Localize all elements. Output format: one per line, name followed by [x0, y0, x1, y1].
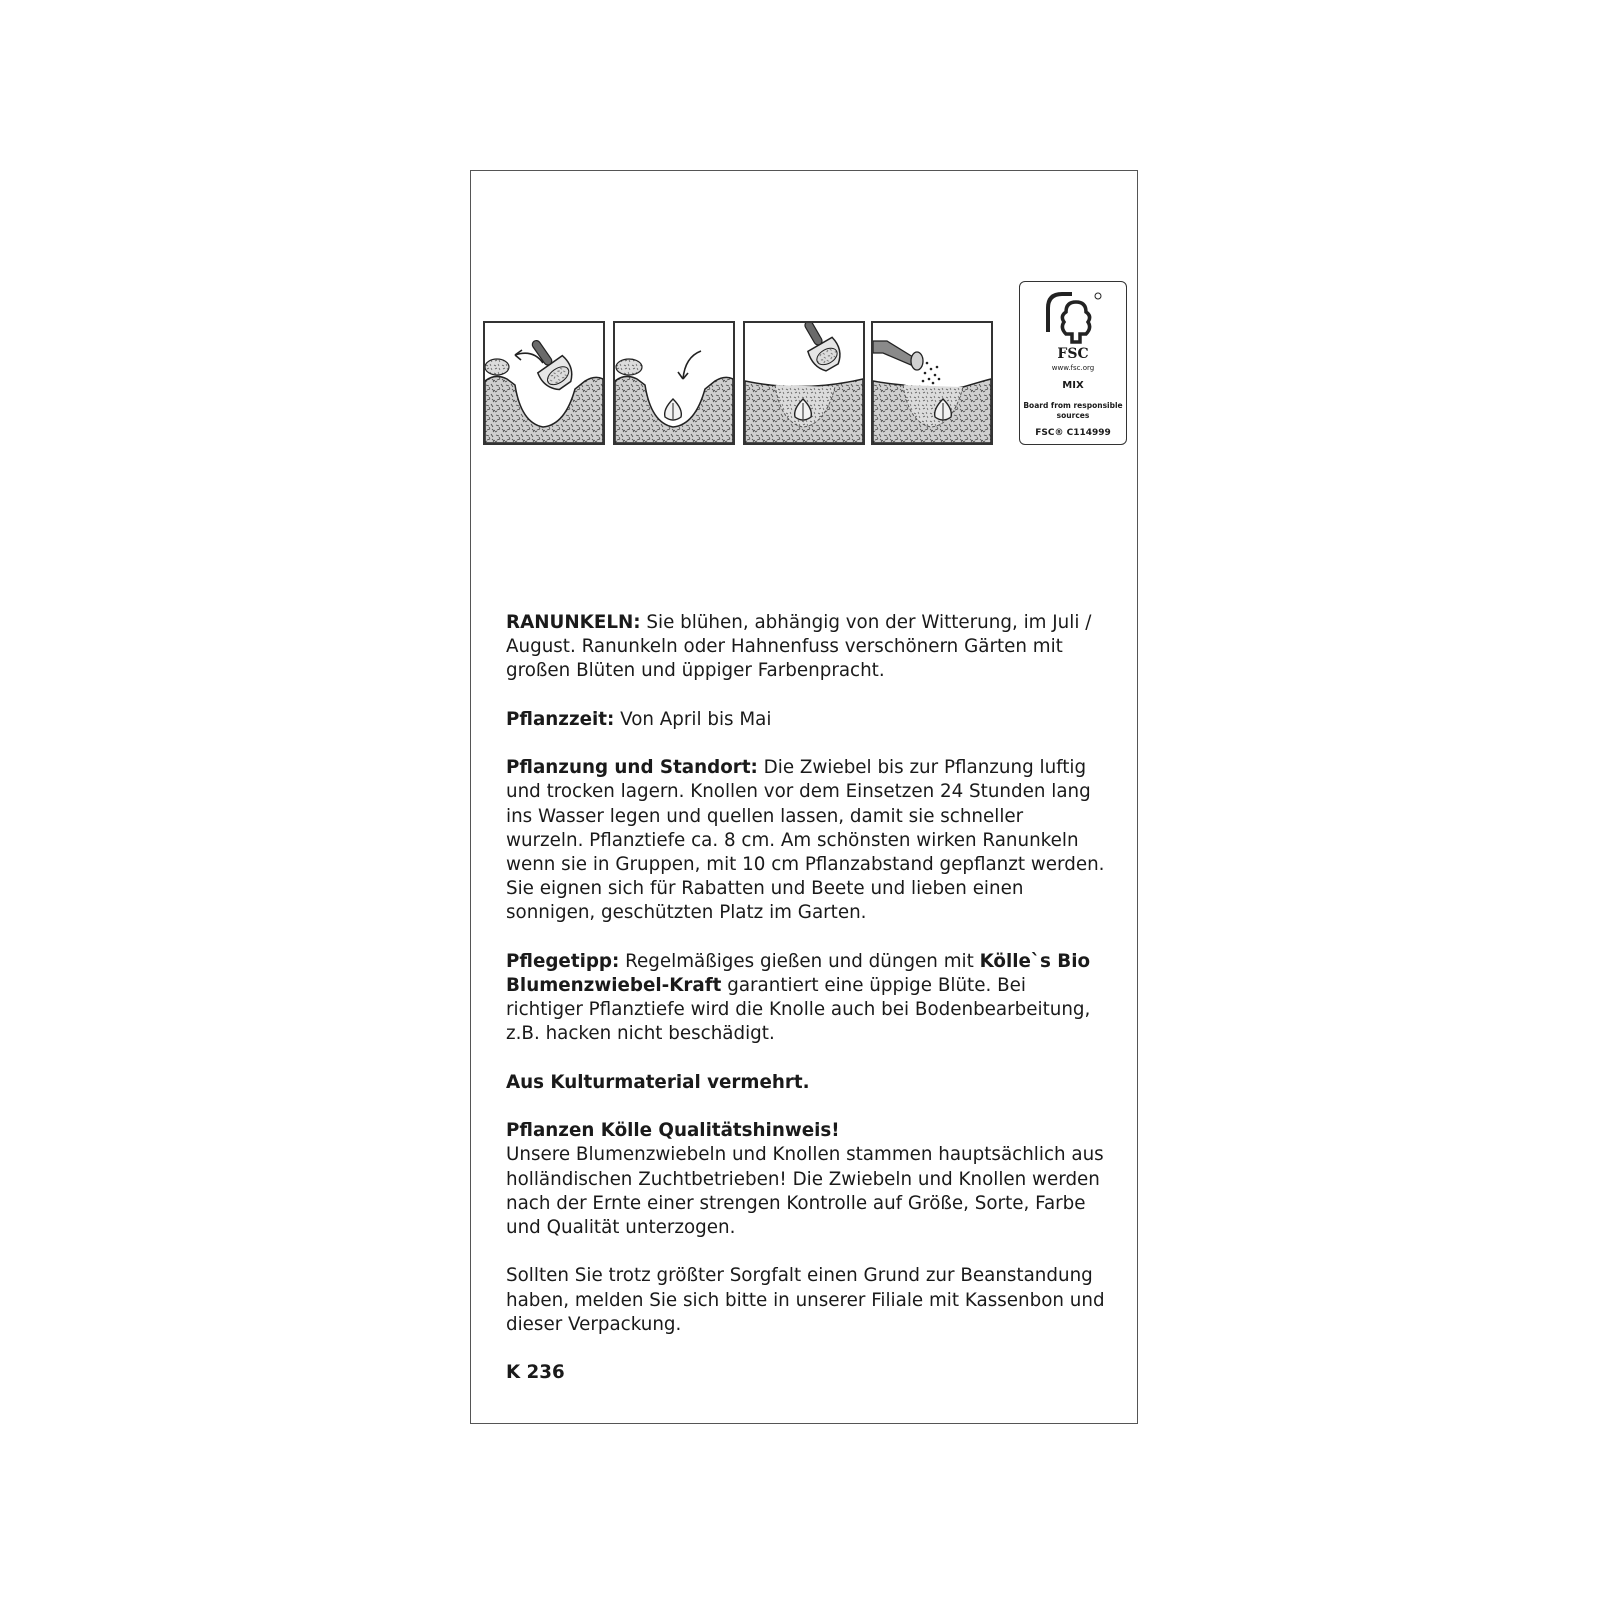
- fsc-logo: [1019, 281, 1127, 445]
- quality-text: Unsere Blumenzwiebeln und Knollen stammen hauptsächlich aus holländischen Zuchtbetrieben! Die Zwiebeln und Knollen werden nach der Ernte einer strengen Kontrolle auf Größe, Sorte, Farbe und Qualität unterzogen.: [506, 1144, 1104, 1238]
- standort-paragraph: [506, 756, 1106, 925]
- complaint-text: Sollten Sie trotz größter Sorgfalt einen Grund zur Beanstandung haben, melden Sie sich bitte in unserer Filiale mit Kassenbon und dieser Verpackung.: [506, 1265, 1105, 1335]
- product-info-card: [470, 170, 1138, 1424]
- step-cover-soil-icon: [743, 321, 865, 445]
- fsc-mix: MIX: [1062, 380, 1084, 391]
- fsc-description: Board from responsible sources: [1023, 401, 1123, 420]
- kultur-text: Aus Kulturmaterial vermehrt.: [506, 1071, 810, 1093]
- product-code: K 236: [506, 1362, 565, 1384]
- product-code-paragraph: [506, 1361, 1106, 1385]
- pflanzzeit-label: Pflanzzeit:: [506, 708, 615, 730]
- pflege-text-2: garantiert eine üppige Blüte. Bei richtiger Pflanztiefe wird die Knolle auch bei Bodenbearbeitung, z.B. hacken nicht beschädigt.: [506, 975, 1091, 1045]
- product-description: [506, 611, 1106, 1410]
- standort-text: Die Zwiebel bis zur Pflanzung luftig und trocken lagern. Knollen vor dem Einsetzen 24 Stunden lang ins Wasser legen und quellen lassen, damit sie schneller wurzeln. Pflanztiefe ca. 8 cm. Am schönsten wirken Ranunkeln wenn sie in Gruppen, mit 10 cm Pflanzabstand gepflanzt werden. Sie eignen sich für Rabatten und Beete und lieben einen sonnigen, geschützten Platz im Garten.: [506, 757, 1105, 924]
- quality-heading: Pflanzen Kölle Qualitätshinweis!: [506, 1120, 840, 1142]
- kultur-paragraph: [506, 1071, 1106, 1095]
- step-place-bulb-icon: [613, 321, 735, 445]
- intro-paragraph: [506, 611, 1106, 684]
- pflege-product: Kölle`s Bio Blumenzwiebel-Kraft: [506, 950, 1091, 996]
- complaint-paragraph: [506, 1264, 1106, 1337]
- pflege-label: Pflegetipp:: [506, 950, 620, 972]
- fsc-code: FSC® C114999: [1035, 428, 1111, 438]
- fsc-website: www.fsc.org: [1051, 364, 1095, 372]
- pflanzzeit-text: Von April bis Mai: [614, 708, 772, 730]
- quality-paragraph: [506, 1119, 1106, 1240]
- pflanzzeit-paragraph: [506, 708, 1106, 732]
- step-dig-hole-icon: [483, 321, 605, 445]
- fsc-tree-icon: [1042, 288, 1106, 346]
- pflege-text-1: Regelmäßiges gießen und düngen mit: [619, 950, 980, 972]
- fsc-name: FSC: [1057, 346, 1089, 362]
- intro-text: Sie blühen, abhängig von der Witterung, im Juli / August. Ranunkeln oder Hahnenfuss verschönern Gärten mit großen Blüten und üppiger Farbenpracht.: [506, 612, 1092, 682]
- intro-label: RANUNKELN:: [506, 612, 641, 633]
- step-water-icon: [871, 321, 993, 445]
- pflege-paragraph: [506, 950, 1106, 1047]
- standort-label: Pflanzung und Standort:: [506, 757, 758, 779]
